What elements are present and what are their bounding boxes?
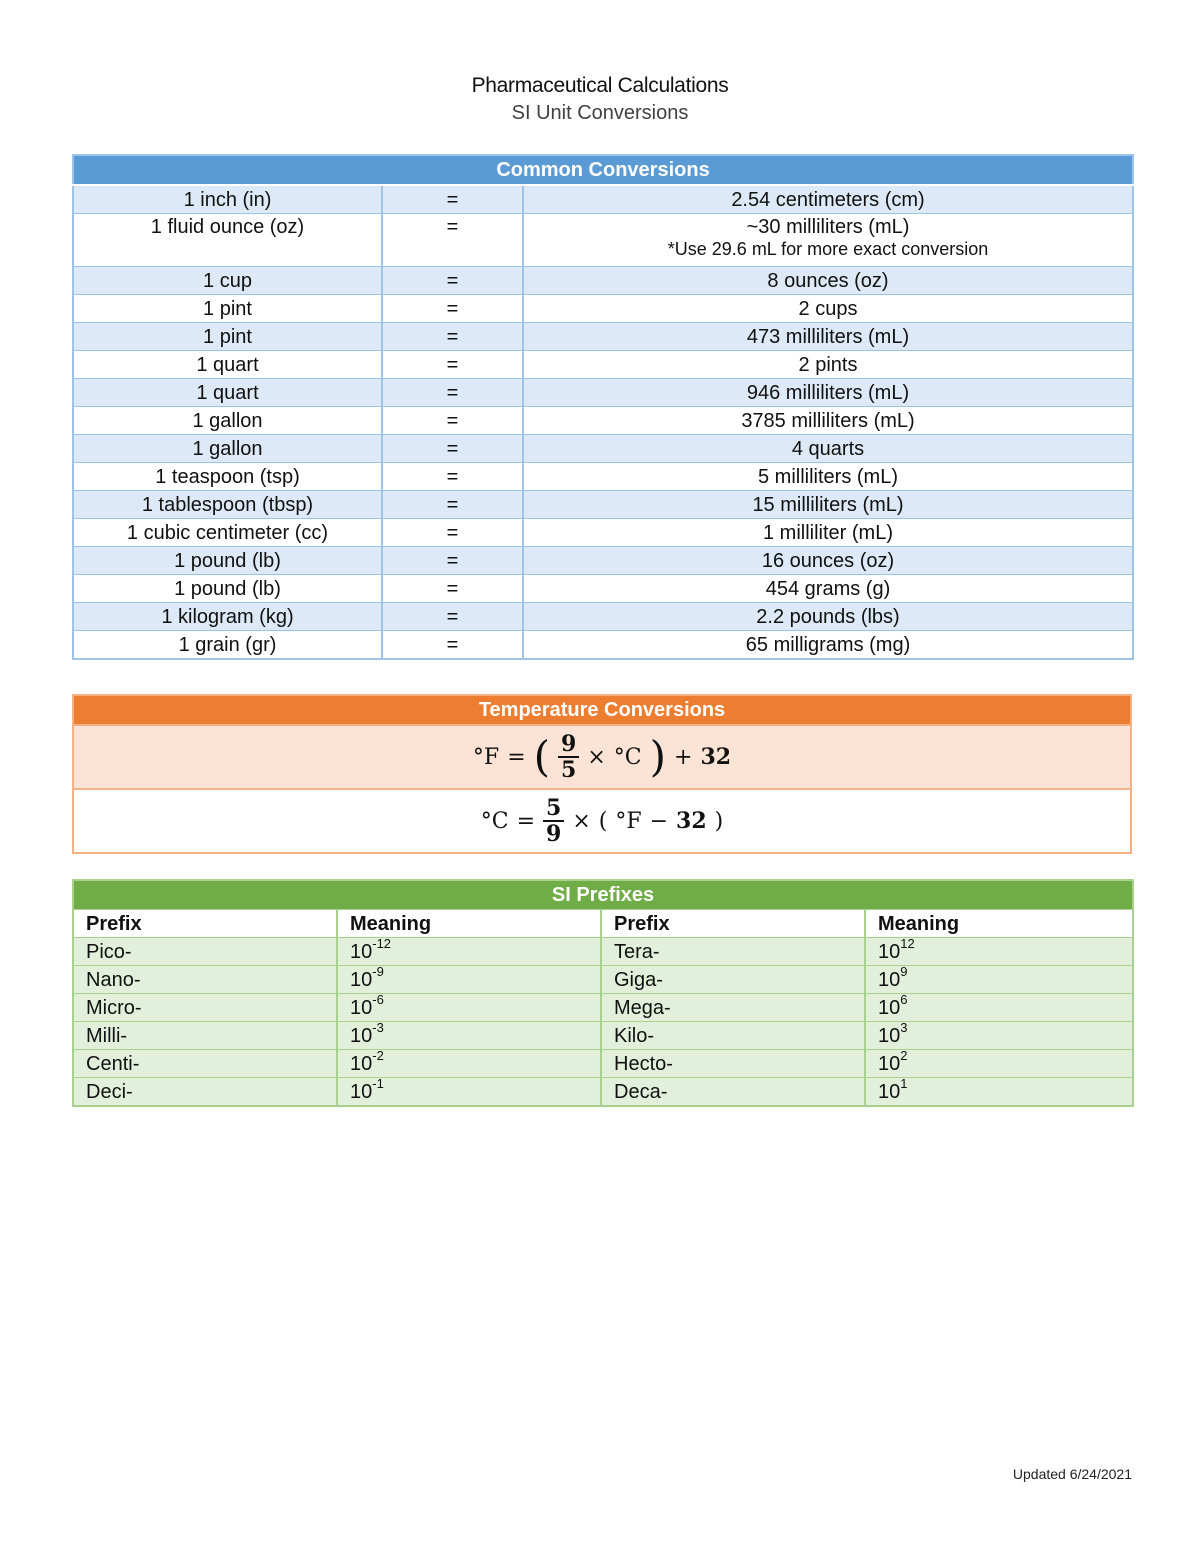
conversion-to-cell (523, 519, 1133, 547)
conversion-row (73, 379, 1133, 407)
conversion-to: ~30 milliliters (mL) (746, 216, 910, 238)
formula-lhs: °F (472, 744, 500, 770)
conversion-to-cell (523, 491, 1133, 519)
power-base: 10 (878, 1080, 901, 1103)
conversion-to: 1 milliliter (mL) (763, 521, 893, 544)
conversion-from: 1 tablespoon (tbsp) (73, 491, 382, 519)
column-header-prefix: Prefix (601, 910, 865, 938)
conversion-to-cell (523, 295, 1133, 323)
power-base: 10 (878, 1024, 901, 1047)
document-header (0, 72, 1200, 126)
plus-sign: + (674, 744, 693, 770)
close-paren-glyph: ) (714, 808, 724, 834)
si-column-headers (73, 910, 1133, 938)
power-exponent: -12 (372, 935, 392, 951)
conversion-to: 2 pints (798, 353, 858, 376)
power-base: 10 (878, 1052, 901, 1075)
conversion-from: 1 pint (73, 323, 382, 351)
conversion-to: 2 cups (798, 297, 858, 320)
conversion-equals: = (382, 267, 523, 295)
conversion-to-cell (523, 603, 1133, 631)
conversion-to-cell (523, 323, 1133, 351)
conversion-from: 1 teaspoon (tsp) (73, 463, 382, 491)
conversion-row (73, 575, 1133, 603)
power-base: 10 (878, 968, 901, 991)
power-exponent: -2 (372, 1047, 384, 1063)
conversion-row (73, 323, 1133, 351)
power-exponent: 3 (900, 1019, 908, 1035)
conversion-to-cell (523, 575, 1133, 603)
conversion-equals: = (382, 575, 523, 603)
celsius-formula (481, 796, 724, 846)
si-prefix-row (73, 966, 1133, 994)
conversion-note: *Use 29.6 mL for more exact conversion (667, 239, 989, 259)
si-prefixes-body (73, 910, 1133, 1107)
column-header-meaning: Meaning (865, 910, 1133, 938)
conversion-row (73, 185, 1133, 214)
si-prefix-row (73, 938, 1133, 966)
power-base: 10 (878, 940, 901, 963)
conversion-equals: = (382, 631, 523, 660)
prefix-name: Hecto- (601, 1050, 865, 1078)
formula-constant: 32 (700, 744, 732, 770)
conversion-from: 1 pint (73, 295, 382, 323)
prefix-name: Kilo- (601, 1022, 865, 1050)
conversion-equals: = (382, 463, 523, 491)
conversion-row (73, 407, 1133, 435)
conversion-from: 1 pound (lb) (73, 547, 382, 575)
conversion-from: 1 cubic centimeter (cc) (73, 519, 382, 547)
conversion-to: 454 grams (g) (765, 577, 891, 600)
formula-unit: °F (615, 808, 642, 834)
formula-equals: = (516, 808, 535, 834)
conversion-to: 4 quarts (791, 437, 865, 460)
conversion-to-cell (523, 214, 1133, 267)
prefix-meaning (337, 935, 601, 966)
si-prefix-row (73, 994, 1133, 1022)
prefix-name: Micro- (73, 994, 337, 1022)
si-prefix-row (73, 1050, 1133, 1078)
conversion-to: 946 milliliters (mL) (746, 381, 910, 404)
conversion-from: 1 quart (73, 379, 382, 407)
temperature-conversions-heading: Temperature Conversions (73, 695, 1131, 725)
conversion-equals: = (382, 295, 523, 323)
conversion-to: 3785 milliliters (mL) (741, 409, 915, 432)
prefix-name: Milli- (73, 1022, 337, 1050)
prefix-name: Deci- (73, 1078, 337, 1107)
prefix-meaning (337, 963, 601, 994)
conversion-equals: = (382, 491, 523, 519)
prefix-meaning (865, 1075, 1133, 1107)
conversion-row (73, 214, 1133, 267)
conversion-to-cell (523, 631, 1133, 660)
conversion-from: 1 gallon (73, 435, 382, 463)
conversion-from: 1 fluid ounce (oz) (73, 214, 382, 267)
common-conversions-table (72, 154, 1134, 660)
prefix-meaning (865, 1047, 1133, 1078)
power-exponent: 2 (900, 1047, 908, 1063)
conversion-to-cell (523, 267, 1133, 295)
power-exponent: 1 (900, 1075, 908, 1091)
conversion-to: 2.54 centimeters (cm) (731, 188, 925, 211)
minus-sign: − (649, 808, 669, 834)
power-exponent: -9 (372, 963, 384, 979)
conversion-to-cell (523, 407, 1133, 435)
power-base: 10 (350, 1024, 373, 1047)
si-prefixes-table (72, 879, 1134, 1107)
conversion-to-cell (523, 463, 1133, 491)
prefix-meaning (865, 1019, 1133, 1050)
conversion-to-cell (523, 185, 1133, 214)
conversion-to-cell (523, 435, 1133, 463)
conversion-from: 1 kilogram (kg) (73, 603, 382, 631)
conversion-row (73, 547, 1133, 575)
si-prefixes-heading: SI Prefixes (73, 880, 1133, 910)
formula-constant: 32 (676, 808, 707, 834)
column-header-prefix: Prefix (73, 910, 337, 938)
formula-unit: °C (613, 744, 642, 770)
conversion-from: 1 inch (in) (73, 185, 382, 214)
power-exponent: -3 (372, 1019, 384, 1035)
conversion-row (73, 631, 1133, 660)
prefix-name: Giga- (601, 966, 865, 994)
conversion-equals: = (382, 214, 523, 267)
prefix-meaning (337, 1047, 601, 1078)
conversion-from: 1 cup (73, 267, 382, 295)
formula-lhs: °C (480, 808, 509, 834)
power-base: 10 (350, 968, 373, 991)
close-paren-glyph: ) (649, 732, 666, 781)
conversion-row (73, 295, 1133, 323)
power-exponent: -1 (372, 1075, 384, 1091)
prefix-meaning (337, 991, 601, 1022)
prefix-meaning (337, 1019, 601, 1050)
conversion-equals: = (382, 519, 523, 547)
updated-date: Updated 6/24/2021 (1012, 1466, 1132, 1482)
common-conversions-heading: Common Conversions (73, 155, 1133, 185)
open-paren-glyph: ( (598, 808, 608, 834)
conversion-row (73, 519, 1133, 547)
times-sign: × (587, 744, 606, 770)
power-base: 10 (350, 1052, 373, 1075)
conversion-to: 473 milliliters (mL) (746, 325, 910, 348)
fraction-nine-fifths (558, 732, 579, 782)
power-exponent: 6 (900, 991, 908, 1007)
times-sign: × (572, 808, 591, 834)
power-base: 10 (878, 996, 901, 1019)
conversion-row (73, 603, 1133, 631)
fraction-numerator: 5 (543, 796, 564, 822)
conversion-row (73, 267, 1133, 295)
si-prefix-row (73, 1078, 1133, 1107)
conversion-equals: = (382, 379, 523, 407)
conversion-from: 1 pound (lb) (73, 575, 382, 603)
prefix-meaning (337, 1075, 601, 1107)
conversion-equals: = (382, 351, 523, 379)
power-base: 10 (350, 940, 373, 963)
conversion-to-cell (523, 547, 1133, 575)
si-prefix-row (73, 1022, 1133, 1050)
temperature-conversions-table (72, 694, 1132, 854)
prefix-meaning (865, 963, 1133, 994)
page-title: Pharmaceutical Calculations (471, 74, 729, 97)
power-base: 10 (350, 996, 373, 1019)
fraction-denominator: 5 (561, 757, 577, 783)
conversion-from: 1 grain (gr) (73, 631, 382, 660)
fraction-five-ninths (543, 796, 564, 846)
conversion-to: 65 milligrams (mg) (745, 633, 911, 656)
conversion-to: 2.2 pounds (lbs) (756, 605, 900, 628)
conversion-to: 8 ounces (oz) (767, 269, 889, 292)
fahrenheit-formula-cell (73, 725, 1131, 789)
conversion-row (73, 491, 1133, 519)
conversion-row (73, 351, 1133, 379)
power-exponent: 9 (900, 963, 908, 979)
open-paren-glyph: ( (533, 732, 551, 781)
page-subtitle: SI Unit Conversions (511, 102, 689, 124)
prefix-name: Nano- (73, 966, 337, 994)
conversion-from: 1 quart (73, 351, 382, 379)
conversion-equals: = (382, 407, 523, 435)
prefix-name: Mega- (601, 994, 865, 1022)
power-base: 10 (350, 1080, 373, 1103)
conversion-row (73, 435, 1133, 463)
power-exponent: -6 (372, 991, 384, 1007)
formula-equals: = (507, 744, 526, 770)
conversion-equals: = (382, 185, 523, 214)
prefix-name: Deca- (601, 1078, 865, 1107)
fahrenheit-formula (473, 732, 731, 782)
conversion-equals: = (382, 547, 523, 575)
fraction-numerator: 9 (558, 732, 579, 758)
conversion-to-cell (523, 379, 1133, 407)
conversion-to: 15 milliliters (mL) (752, 493, 904, 516)
celsius-formula-cell (73, 789, 1131, 853)
prefix-name: Tera- (601, 938, 865, 966)
conversion-to-cell (523, 351, 1133, 379)
prefix-name: Centi- (73, 1050, 337, 1078)
column-header-meaning: Meaning (337, 910, 601, 938)
conversion-equals: = (382, 435, 523, 463)
conversion-to: 16 ounces (oz) (761, 549, 895, 572)
common-conversions-body (73, 185, 1133, 659)
power-exponent: 12 (900, 935, 915, 951)
conversion-row (73, 463, 1133, 491)
prefix-meaning (865, 935, 1133, 966)
conversion-equals: = (382, 323, 523, 351)
prefix-name: Pico- (73, 938, 337, 966)
conversion-to: 5 milliliters (mL) (758, 465, 898, 488)
fraction-denominator: 9 (546, 821, 562, 847)
prefix-meaning (865, 991, 1133, 1022)
conversion-equals: = (382, 603, 523, 631)
conversion-from: 1 gallon (73, 407, 382, 435)
